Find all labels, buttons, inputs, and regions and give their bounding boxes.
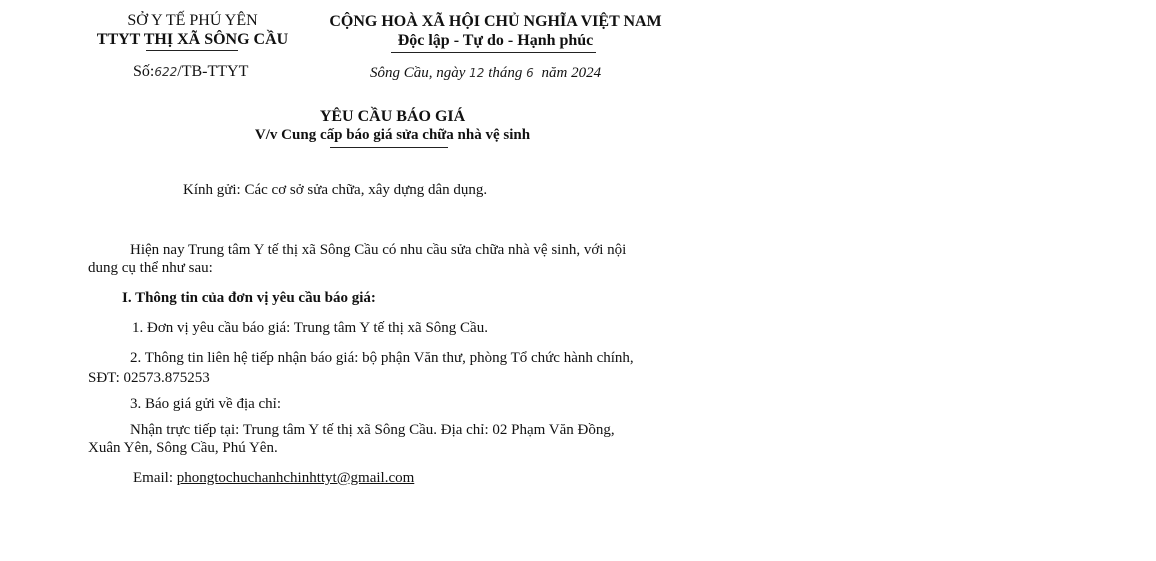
doc-no-handwritten: 622 bbox=[154, 65, 178, 79]
email-link[interactable]: phongtochuchanhchinhttyt@gmail.com bbox=[176, 470, 415, 486]
direct-address-line-1: Nhận trực tiếp tại: Trung tâm Y tế thị xã Sông Cầu. Địa chỉ: 02 Phạm Văn Đồng, bbox=[130, 422, 615, 438]
document-number bbox=[133, 63, 248, 81]
subject-underline bbox=[330, 147, 448, 148]
center-underline bbox=[146, 50, 238, 51]
greeting: Kính gửi: Các cơ sở sửa chữa, xây dựng dân dụng. bbox=[183, 182, 488, 198]
section-heading: I. Thông tin của đơn vị yêu cầu báo giá: bbox=[122, 290, 376, 306]
intro-line-1: Hiện nay Trung tâm Y tế thị xã Sông Cầu có nhu cầu sửa chữa nhà vệ sinh, với nội bbox=[130, 242, 627, 258]
date-month: 6 bbox=[526, 66, 534, 80]
item-2-line-2: SĐT: 02573.875253 bbox=[88, 370, 210, 386]
document-date bbox=[370, 65, 601, 82]
item-2-line-1: 2. Thông tin liên hệ tiếp nhận báo giá: bộ phận Văn thư, phòng Tổ chức hành chính, bbox=[130, 350, 634, 366]
country-name: CỘNG HOÀ XÃ HỘI CHỦ NGHĨA VIỆT NAM bbox=[329, 13, 662, 30]
direct-address-line-2: Xuân Yên, Sông Cầu, Phú Yên. bbox=[88, 440, 278, 456]
date-year: năm 2024 bbox=[541, 65, 602, 81]
doc-no-suffix: /TB-TTYT bbox=[177, 63, 249, 80]
date-day: 12 bbox=[469, 66, 485, 80]
doc-no-prefix: Số: bbox=[133, 63, 155, 80]
email-label: Email: bbox=[133, 470, 173, 486]
date-month-label: tháng bbox=[488, 65, 523, 81]
national-motto: Độc lập - Tự do - Hạnh phúc bbox=[397, 32, 594, 49]
date-place: Sông Cầu, ngày bbox=[370, 65, 466, 81]
document-subject: V/v Cung cấp báo giá sửa chữa nhà vệ sinh bbox=[254, 127, 531, 143]
department-name: SỞ Y TẾ PHÚ YÊN bbox=[127, 12, 258, 29]
motto-underline bbox=[391, 52, 596, 53]
intro-line-2: dung cụ thể như sau: bbox=[88, 260, 213, 276]
document-title: YÊU CẦU BÁO GIÁ bbox=[319, 108, 466, 125]
item-1: 1. Đơn vị yêu cầu báo giá: Trung tâm Y tế thị xã Sông Cầu. bbox=[132, 320, 488, 336]
item-3: 3. Báo giá gửi về địa chỉ: bbox=[130, 396, 282, 412]
center-name: TTYT THỊ XÃ SÔNG CẦU bbox=[96, 31, 289, 48]
email-line bbox=[133, 470, 414, 487]
